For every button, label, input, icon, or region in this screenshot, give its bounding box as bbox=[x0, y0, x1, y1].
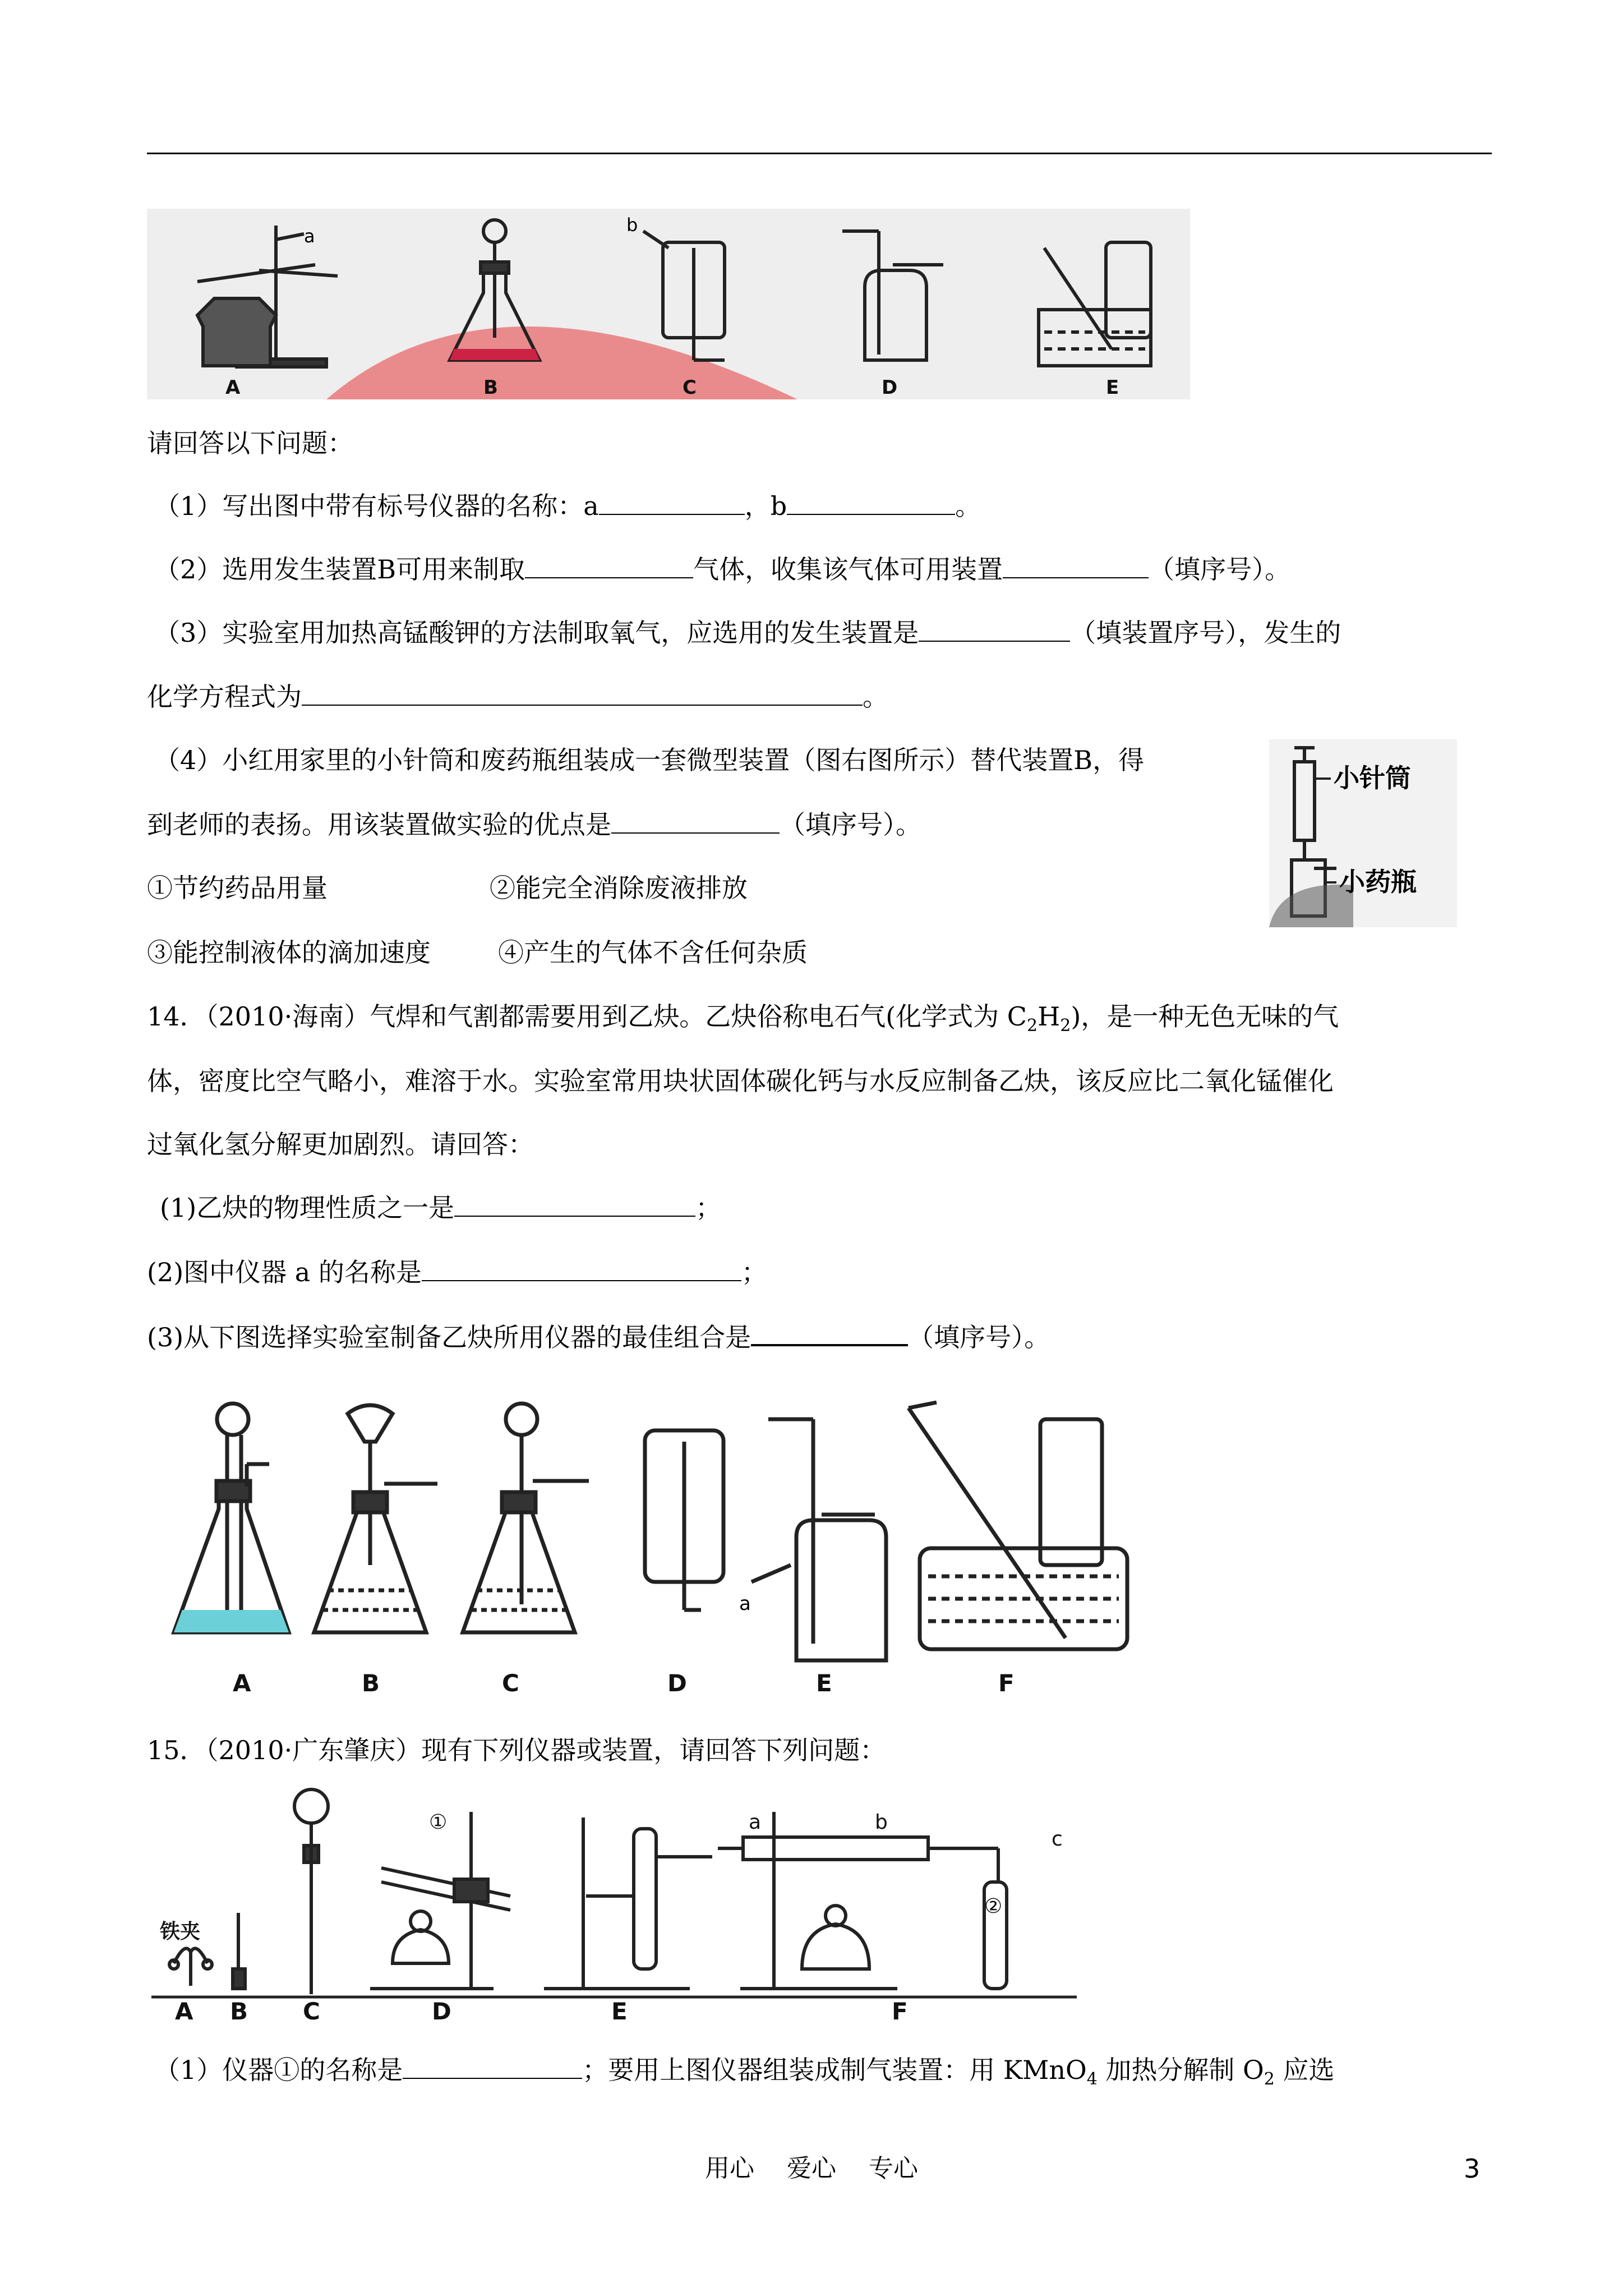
label-C: C bbox=[683, 376, 697, 399]
syringe-bottle-figure bbox=[1269, 739, 1457, 927]
fig3-a-iron-clip bbox=[169, 1948, 212, 1986]
fig2-label-D: D bbox=[667, 1669, 687, 1697]
label-B: B bbox=[483, 376, 498, 399]
blank-best-combo[interactable] bbox=[751, 1319, 908, 1346]
q14-sub2: (2)图中仪器 a 的名称是 ； bbox=[147, 1255, 767, 1289]
blank-advantage[interactable] bbox=[611, 808, 780, 834]
header-rule bbox=[147, 153, 1492, 154]
fig3-label-E: E bbox=[611, 1998, 628, 2025]
fig3-b-connector bbox=[233, 1913, 245, 1989]
fig3-label-F: F bbox=[892, 1998, 908, 2025]
fig2-label-A: A bbox=[233, 1669, 251, 1697]
q14-line1: 14．（2010·海南）气焊和气割都需要用到乙炔。乙炔俗称电石气(化学式为 $C_2H_2$)，是一种无色无味的气 bbox=[147, 1001, 1339, 1036]
q13-option-4: ④产生的气体不含任何杂质 bbox=[498, 937, 808, 968]
blank-generator[interactable] bbox=[919, 616, 1070, 642]
q13-option-3: ③能控制液体的滴加速度 bbox=[147, 937, 431, 968]
q13-part4-line2: 到老师的表扬。用该装置做实验的优点是 （填序号）。 bbox=[147, 808, 921, 841]
q14-line2: 体，密度比空气略小，难溶于水。实验室常用块状固体碳化钙与水反应制备乙炔，该反应比二氧化锰催化 bbox=[147, 1066, 1334, 1096]
page-footer bbox=[0, 2152, 1623, 2185]
mark-a: a bbox=[304, 226, 315, 247]
fig2-a-flask bbox=[174, 1404, 289, 1632]
label-D: D bbox=[882, 376, 898, 399]
fig2-mark-a: a bbox=[739, 1593, 751, 1615]
fig2-e-bottle bbox=[751, 1419, 886, 1660]
fig3-label-D: D bbox=[432, 1998, 451, 2025]
fig2-label-B: B bbox=[362, 1669, 380, 1697]
q13-intro: 请回答以下问题： bbox=[147, 428, 353, 458]
footer-item-1: 用心 bbox=[705, 2154, 754, 2183]
q14-sub3: (3)从下图选择实验室制备乙炔所用仪器的最佳组合是 （填序号）。 bbox=[147, 1319, 1050, 1354]
blank-a[interactable] bbox=[599, 489, 745, 515]
q13-option-2: ②能完全消除废液排放 bbox=[490, 873, 748, 903]
q13-part2: （2）选用发生装置B可用来制取 气体，收集该气体可用装置 （填序号）。 bbox=[154, 553, 1290, 586]
fig2-d-bottle bbox=[645, 1430, 723, 1610]
fig3-mark-a: a bbox=[749, 1811, 762, 1834]
fig3-label-A: A bbox=[175, 1998, 193, 2025]
blank-b[interactable] bbox=[787, 489, 955, 515]
fig3-label-C: C bbox=[303, 1998, 320, 2025]
blank-gas[interactable] bbox=[525, 553, 693, 578]
fig2-c-flask bbox=[463, 1404, 589, 1632]
fig3-mark-1: ① bbox=[429, 1811, 448, 1834]
blank-instrument-a[interactable] bbox=[422, 1255, 741, 1281]
label-A: A bbox=[225, 376, 241, 399]
fig3-d-heating bbox=[370, 1812, 510, 1989]
apparatus-figure-1 bbox=[147, 209, 1190, 399]
label-medicine-bottle: 小药瓶 bbox=[1339, 867, 1417, 897]
fig3-e-stand bbox=[544, 1818, 712, 1989]
blank-equation[interactable] bbox=[302, 680, 863, 706]
apparatus-figure-3 bbox=[151, 1784, 1077, 2025]
q13-part3-line2: 化学方程式为 。 bbox=[147, 680, 888, 714]
fig2-label-F: F bbox=[998, 1669, 1015, 1697]
fig2-label-C: C bbox=[502, 1669, 519, 1697]
fig3-c-funnel bbox=[294, 1789, 328, 1994]
footer-item-2: 爱心 bbox=[787, 2154, 836, 2183]
fig2-f-trough bbox=[909, 1402, 1127, 1649]
fig3-mark-b: b bbox=[875, 1811, 888, 1834]
q13-part3-line1: （3）实验室用加热高锰酸钾的方法制取氧气，应选用的发生装置是 （填装置序号），发生的 bbox=[154, 616, 1341, 650]
page-number: 3 bbox=[1464, 2154, 1481, 2184]
fig3-mark-c: c bbox=[1052, 1828, 1063, 1851]
apparatus-figure-2 bbox=[163, 1397, 1133, 1700]
fig2-label-E: E bbox=[816, 1669, 832, 1697]
q15-intro: 15．（2010·广东肇庆）现有下列仪器或装置，请回答下列问题： bbox=[147, 1735, 886, 1765]
footer-item-3: 专心 bbox=[869, 2154, 918, 2183]
q13-part4-line1: （4）小红用家里的小针筒和废药瓶组装成一套微型装置（图右图所示）替代装置B，得 bbox=[154, 745, 1145, 775]
fig3-clip-label: 铁夹 bbox=[160, 1920, 201, 1943]
fig3-f-assembly bbox=[718, 1812, 1007, 1989]
blank-instrument-1[interactable] bbox=[403, 2053, 582, 2079]
fig2-b-flask bbox=[314, 1405, 437, 1632]
blank-physical-property[interactable] bbox=[454, 1191, 695, 1217]
q13-option-1: ①节约药品用量 bbox=[147, 873, 328, 903]
q14-line3: 过氧化氢分解更加剧烈。请回答： bbox=[147, 1129, 534, 1159]
q13-part1: （1）写出图中带有标号仪器的名称：a ，b 。 bbox=[154, 489, 981, 523]
fig3-label-B: B bbox=[230, 1998, 248, 2025]
label-E: E bbox=[1106, 376, 1119, 399]
fig3-mark-2: ② bbox=[984, 1895, 1003, 1918]
blank-collector[interactable] bbox=[1003, 553, 1149, 578]
label-syringe: 小针筒 bbox=[1334, 763, 1411, 793]
q14-sub1: (1)乙炔的物理性质之一是 ； bbox=[160, 1191, 721, 1225]
q15-part1: （1）仪器①的名称是 ；要用上图仪器组装成制气装置：用 KMnO$_4$ 加热分解制 $O_2$ 应选 bbox=[154, 2053, 1335, 2087]
mark-b: b bbox=[626, 214, 638, 236]
